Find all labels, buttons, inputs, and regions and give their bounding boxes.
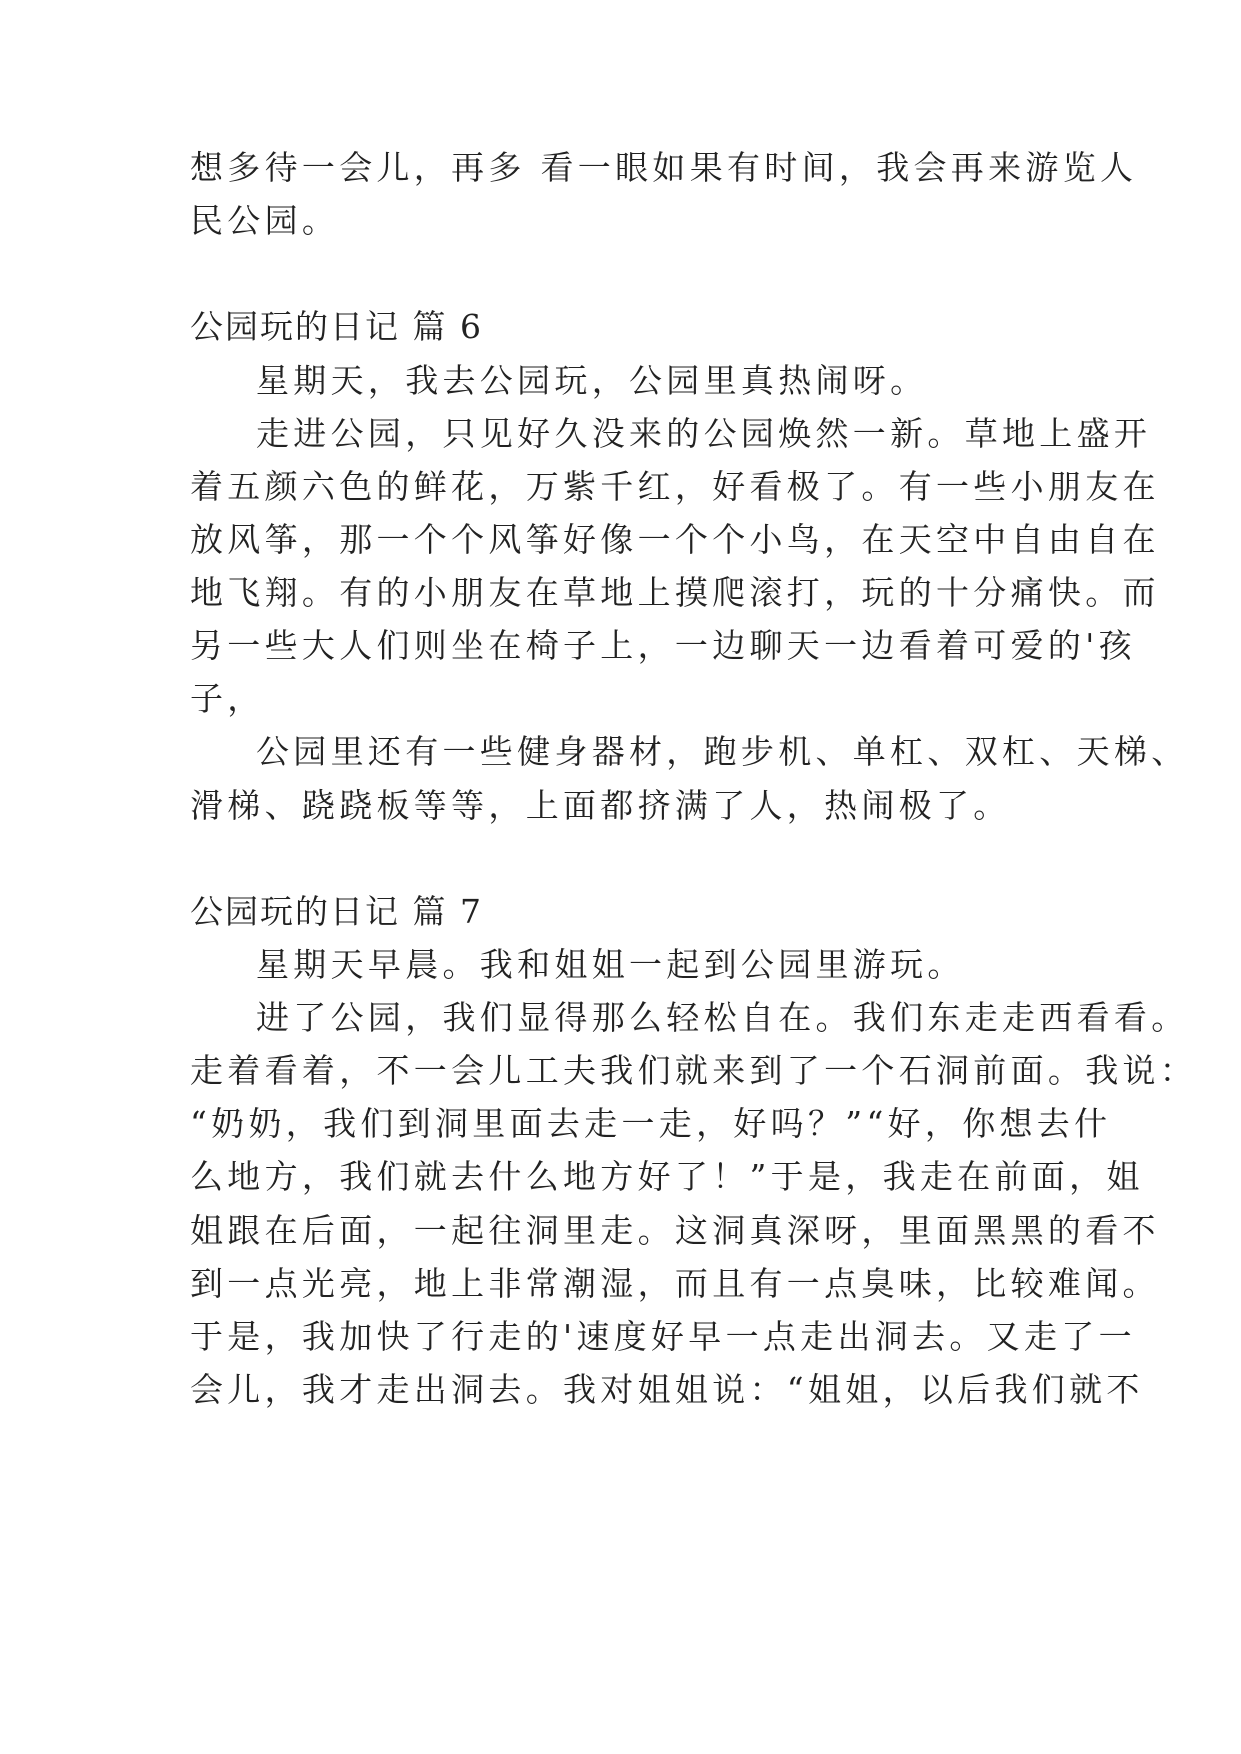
paragraph-line: 走着看着，不一会儿工夫我们就来到了一个石洞前面。我说：	[190, 1051, 1198, 1090]
paragraph-line: 星期天，我去公园玩，公园里真热闹呀。	[256, 361, 928, 400]
paragraph-line: 想多待一会儿，再多 看一眼如果有时间，我会再来游览人	[190, 148, 1138, 187]
paragraph-line: 星期天早晨。我和姐姐一起到公园里游玩。	[256, 945, 965, 984]
paragraph-line: 着五颜六色的鲜花，万紫千红，好看极了。有一些小朋友在	[190, 467, 1160, 506]
paragraph-line: 姐跟在后面，一起往洞里走。这洞真深呀，里面黑黑的看不	[190, 1211, 1160, 1250]
paragraph-line: 进了公园，我们显得那么轻松自在。我们东走走西看看。	[256, 998, 1189, 1037]
section-heading: 公园玩的日记 篇 6	[190, 307, 483, 346]
paragraph-line: 到一点光亮，地上非常潮湿，而且有一点臭味，比较难闻。	[190, 1264, 1160, 1303]
paragraph-line: 于是，我加快了行走的'速度好早一点走出洞去。又走了一	[190, 1317, 1136, 1356]
paragraph-line: 滑梯、跷跷板等等，上面都挤满了人，热闹极了。	[190, 786, 1011, 825]
paragraph-line: 放风筝，那一个个风筝好像一个个小鸟，在天空中自由自在	[190, 520, 1160, 559]
paragraph-line: 地飞翔。有的小朋友在草地上摸爬滚打，玩的十分痛快。而	[190, 573, 1160, 612]
paragraph-line: 子，	[190, 679, 265, 718]
paragraph-line: 会儿，我才走出洞去。我对姐姐说：“姐姐，以后我们就不	[190, 1370, 1144, 1409]
paragraph-line: 另一些大人们则坐在椅子上，一边聊天一边看着可爱的'孩	[190, 626, 1136, 665]
section-heading: 公园玩的日记 篇 7	[190, 892, 483, 931]
paragraph-line: 公园里还有一些健身器材，跑步机、单杠、双杠、天梯、	[256, 732, 1189, 771]
paragraph-line: 走进公园，只见好久没来的公园焕然一新。草地上盛开	[256, 414, 1152, 453]
paragraph-line: 么地方，我们就去什么地方好了！”于是，我走在前面，姐	[190, 1157, 1144, 1196]
paragraph-line: 民公园。	[190, 201, 340, 240]
paragraph-line: “奶奶，我们到洞里面去走一走，好吗？”“好，你想去什	[190, 1104, 1112, 1143]
